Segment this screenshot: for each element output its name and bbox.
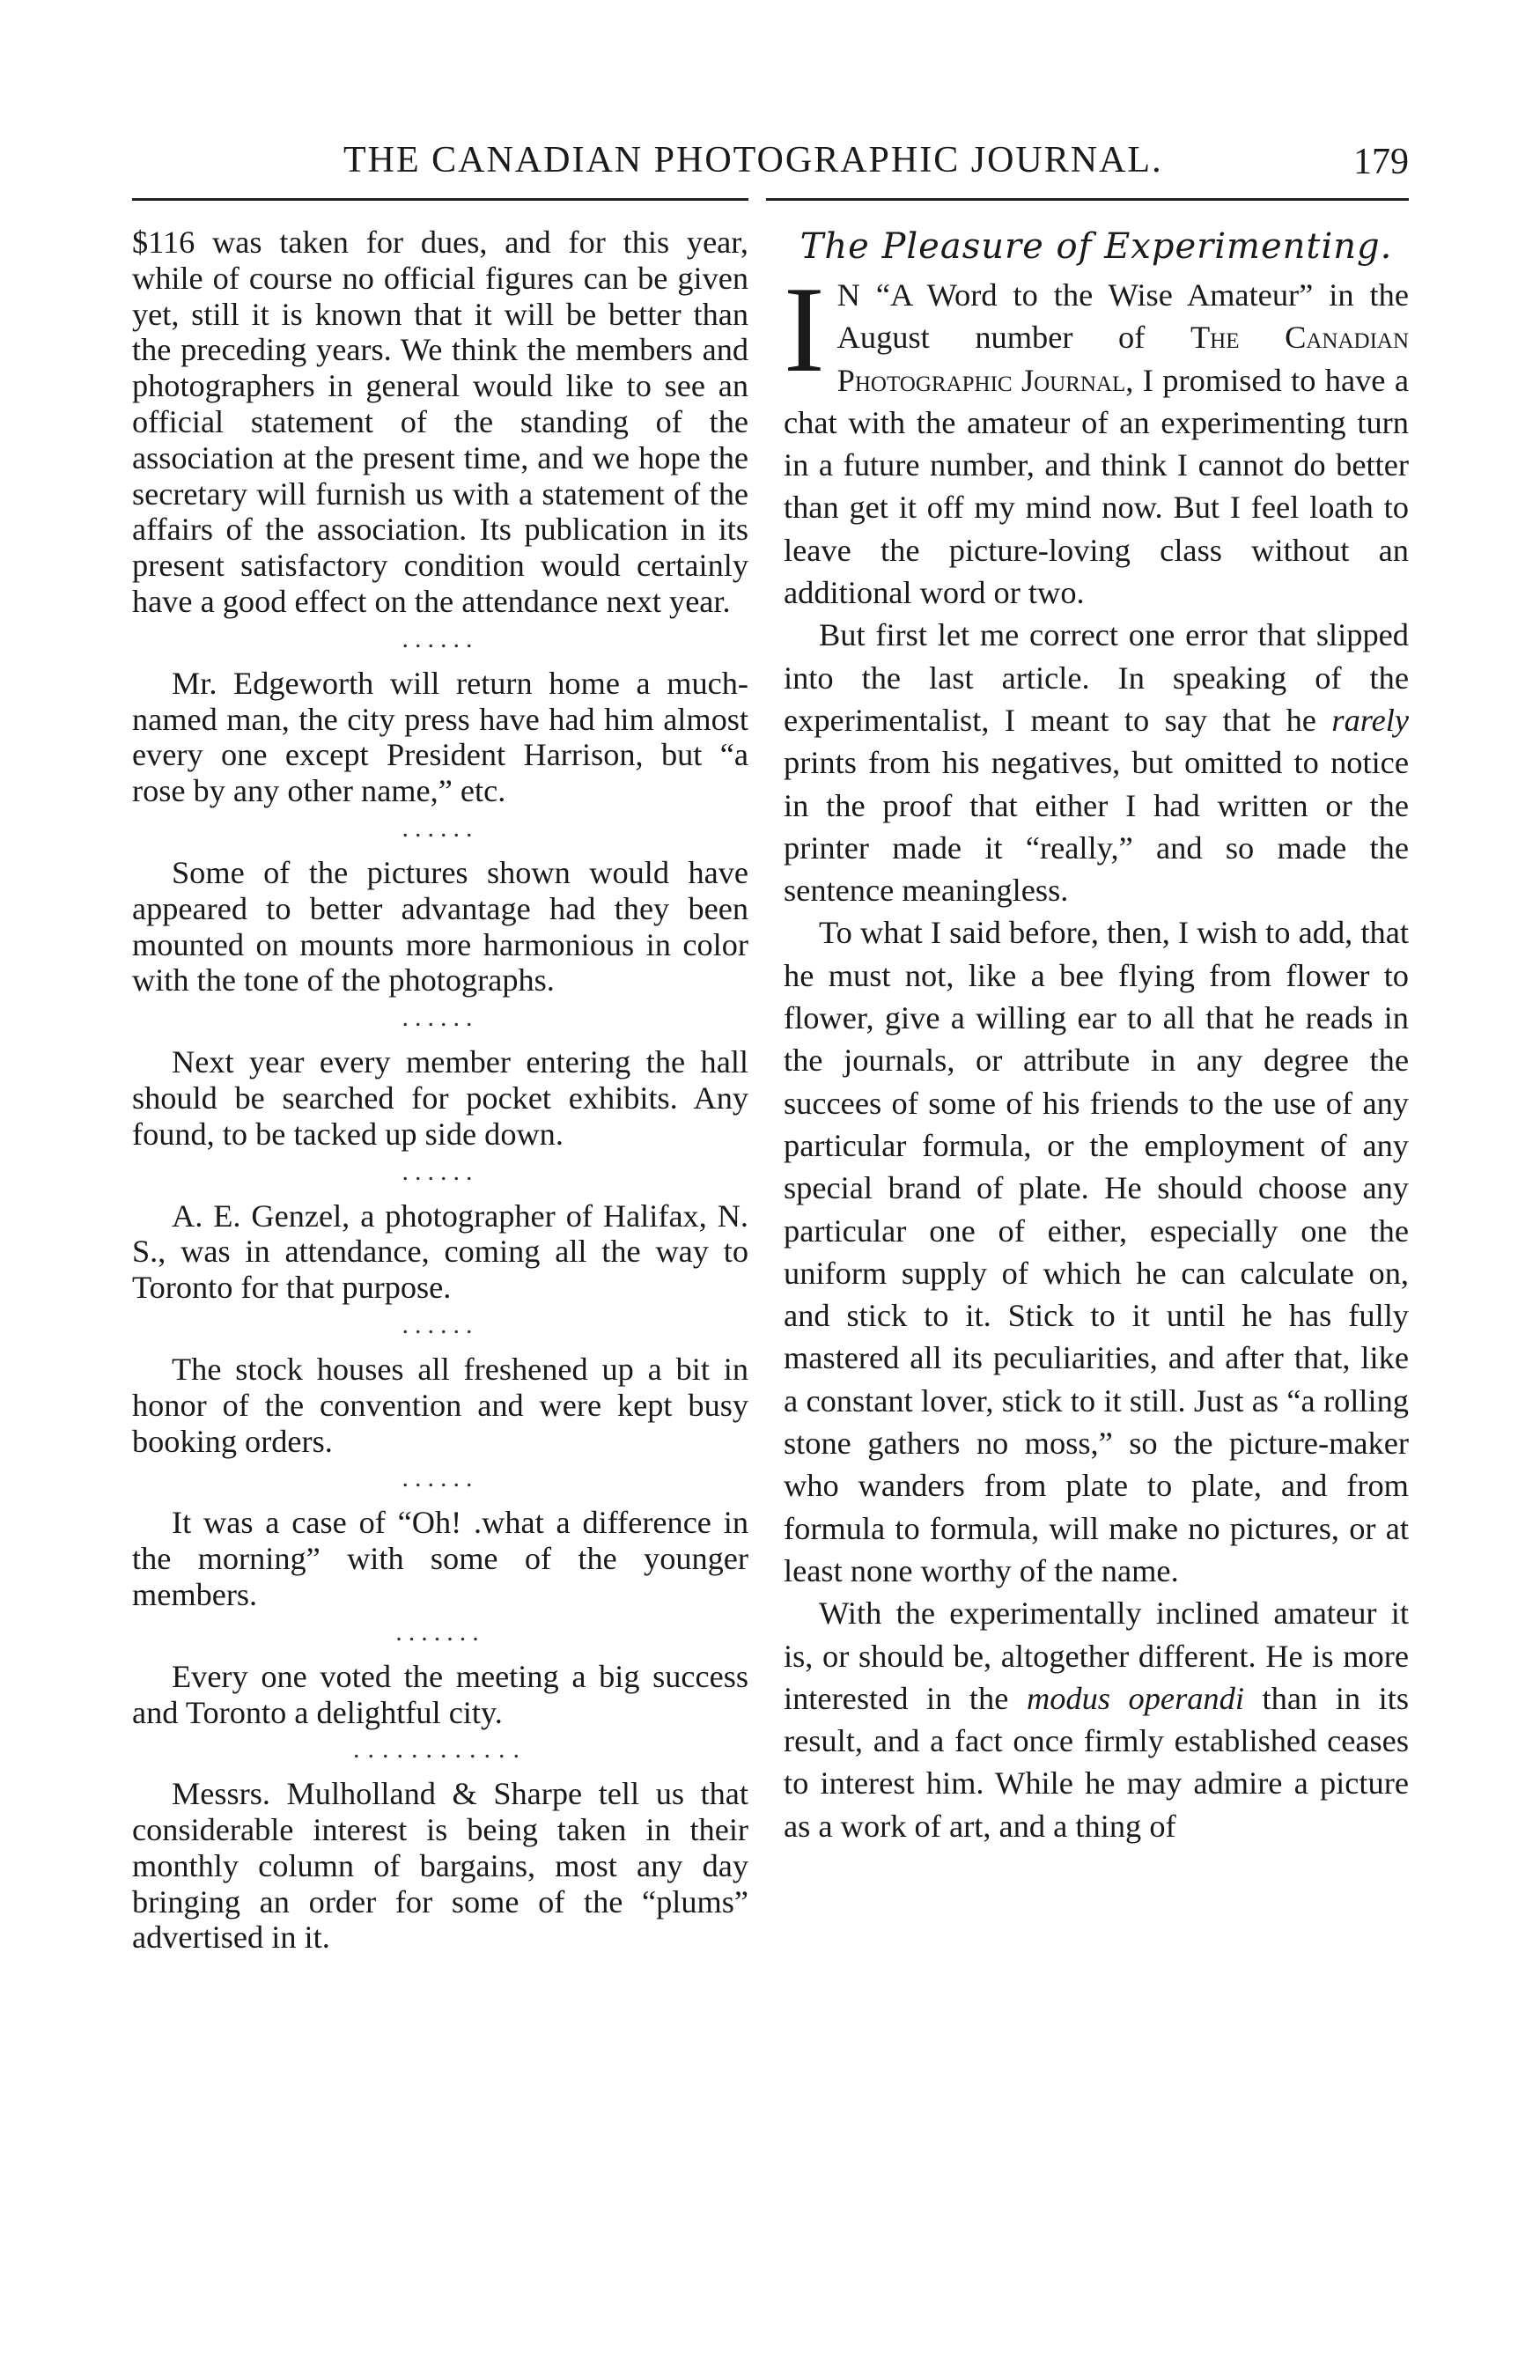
paragraph: Some of the pictures shown would have appeared to better advantage had they been mounted on mounts more harmonious in color with the tone of the photographs. <box>132 854 748 998</box>
paragraph: $116 was taken for dues, and for this year, while of course no official figures can be given yet, still it is known that it will be better than the preceding years. We think the members and photographers in general would like to see an official statement of the standing of the association at the present time, and we hope the secretary will furnish us with a statement of the affairs of the association. Its publication in its present satisfactory condition would certainly have a good effect on the attendance next year. <box>132 225 748 619</box>
separator: ............ <box>353 1735 527 1765</box>
article-title: The Pleasure of Experimenting. <box>799 226 1393 267</box>
paragraph: Every one voted the meeting a big success and Toronto a delightful city. <box>132 1658 748 1730</box>
text-run: But first let me correct one error that slipped into the last article. In speaking of the experimentalist, I meant to say that he <box>784 617 1409 738</box>
separator: ....... <box>395 1617 485 1647</box>
paragraph: It was a case of “Oh! .what a difference in the morning” with some of the younger members. <box>132 1505 748 1612</box>
text-run: I promised to have a chat with the amateur of an experimenting turn in a future number, and think I cannot do better than get it off my mind now. But I feel loath to leave the picture-loving class without an additional word or two. <box>784 362 1409 611</box>
header-rule-left <box>132 198 748 201</box>
page-header <box>132 139 1409 192</box>
paragraph: The stock houses all freshened up a bit in honor of the convention and were kept busy booking orders. <box>132 1351 748 1459</box>
separator: ...... <box>402 813 479 843</box>
running-title: THE CANADIAN PHOTOGRAPHIC JOURNAL. <box>343 140 1163 181</box>
paragraph: Next year every member entering the hall should be searched for pocket exhibits. Any found, to be tacked up side down. <box>132 1044 748 1152</box>
separator: ...... <box>402 1309 479 1339</box>
paragraph <box>784 614 1409 911</box>
journal-name: The Canadian Photographic Journal, <box>836 320 1409 398</box>
paragraph: Messrs. Mulholland & Sharpe tell us that considerable interest is being taken in their monthly column of bargains, most any day bringing an order for some of the “plums” advertised in it. <box>132 1776 748 1956</box>
emphasis: modus operandi <box>1026 1680 1244 1716</box>
separator: ...... <box>402 1463 479 1493</box>
left-column <box>132 225 748 1956</box>
paragraph: Mr. Edgeworth will return home a much-named man, the city press have had him almost every one except President Harrison, but “a rose by any other name,” etc. <box>132 665 748 809</box>
separator: ...... <box>402 1003 479 1033</box>
paragraph <box>784 1592 1409 1847</box>
drop-cap: I <box>784 262 825 398</box>
paragraph <box>784 262 1409 614</box>
text-run: With the experimentally inclined amateur it is, or should be, altogether different. He is more interested in the <box>784 1595 1409 1716</box>
separator: ...... <box>402 623 479 653</box>
separator: ...... <box>402 1156 479 1186</box>
text-run: N “A Word to the Wise Amateur” in the August number of <box>836 277 1409 356</box>
text-run: prints from his negatives, but omitted to notice in the proof that either I had written or the printer made it “really,” and so made the sentence meaningless. <box>784 745 1409 909</box>
paragraph: To what I said before, then, I wish to add, that he must not, like a bee flying from flower to flower, give a willing ear to all that he reads in the journals, or attribute in any degree the succees of some of his friends to the use of any particular formula, or the employment of any special brand of plate. He should choose any particular one of either, especially one the uniform supply of which he can calculate on, and stick to it. Stick to it until he has fully mastered all its peculiarities, and after that, like a constant lover, stick to it still. Just as “a rolling stone gathers no moss,” so the picture-maker who wanders from plate to plate, and from formula to formula, will make no pictures, or at least none worthy of the name. <box>784 915 1409 1588</box>
right-column <box>784 225 1409 1847</box>
header-rule-right <box>766 198 1409 201</box>
emphasis: rarely <box>1331 702 1409 738</box>
paragraph: A. E. Genzel, a photographer of Halifax, N. S., was in attendance, coming all the way to Toronto for that purpose. <box>132 1197 748 1306</box>
page-number: 179 <box>1353 142 1409 182</box>
text-run: than in its result, and a fact once firmly established ceases to interest him. While he may admire a picture as a work of art, and a thing of <box>784 1680 1409 1844</box>
